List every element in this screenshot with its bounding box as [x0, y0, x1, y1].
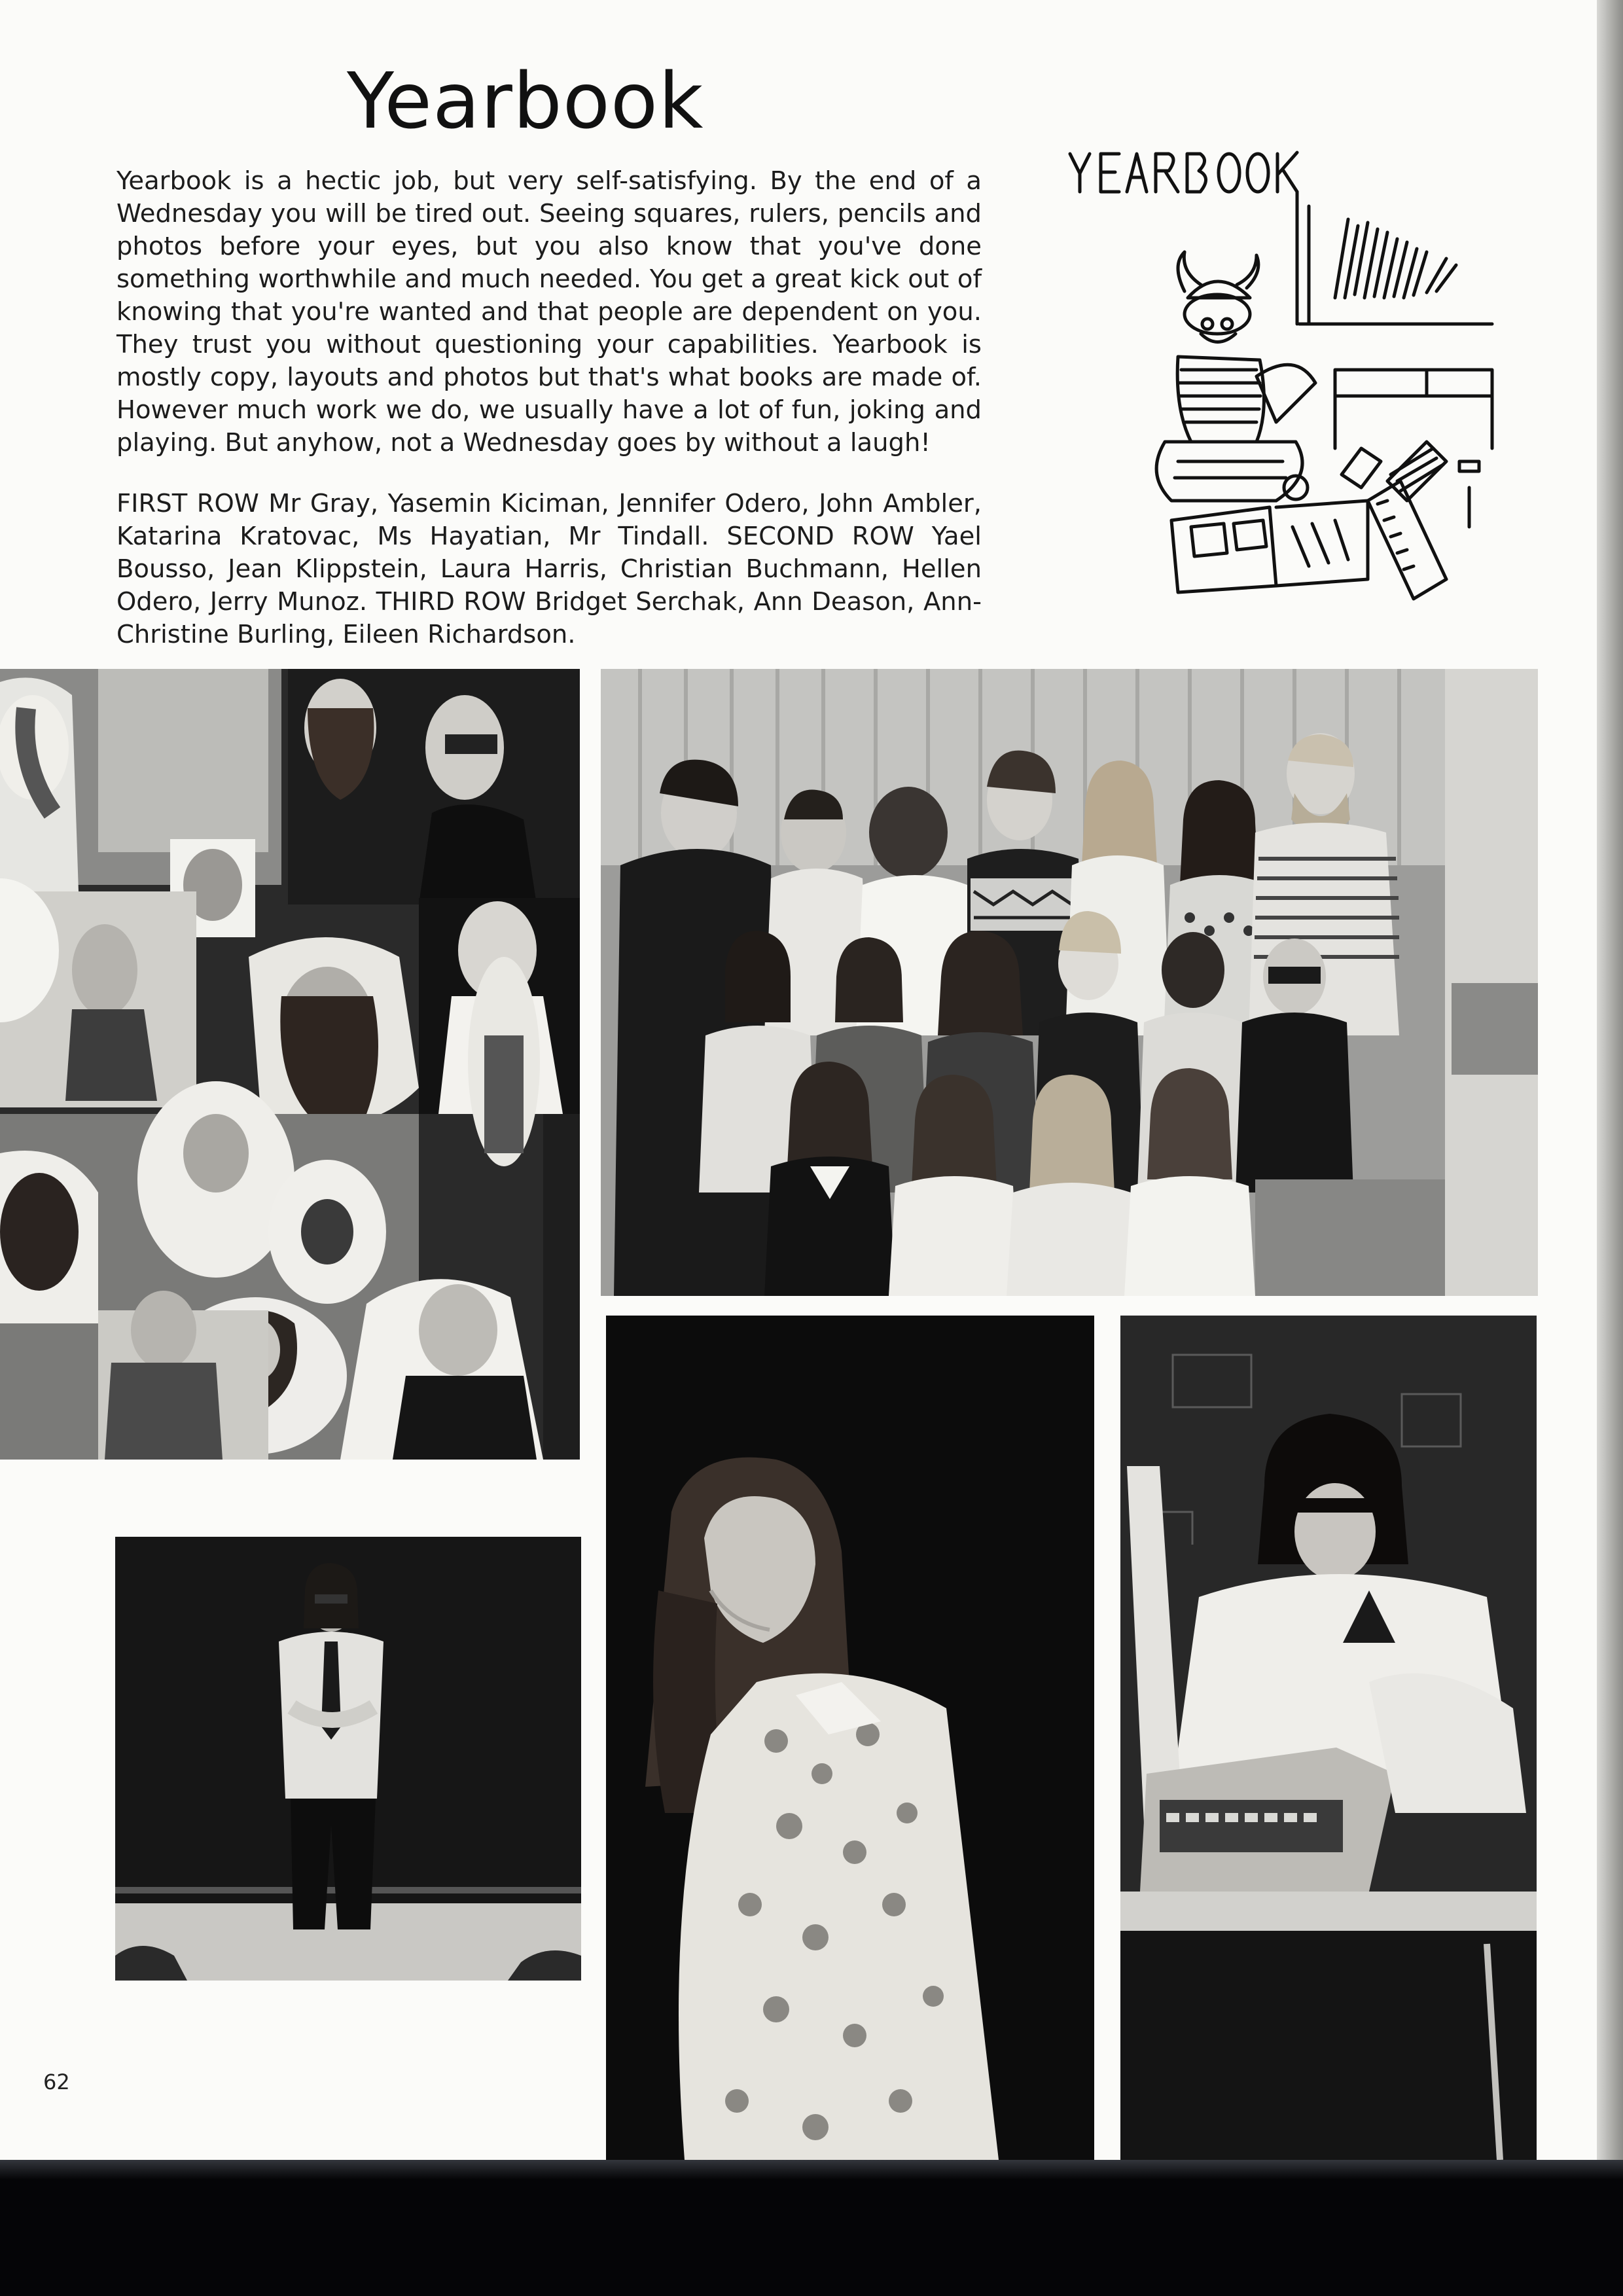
- page-number: 62: [43, 2070, 70, 2094]
- photo-teacher-blackboard: [115, 1537, 581, 1981]
- photo-girl-reading: [606, 1316, 1094, 2160]
- yearbook-cartoon-illustration: [1060, 134, 1518, 632]
- page-edge-shadow: [1597, 0, 1623, 2160]
- scan-bottom-band: [0, 2160, 1623, 2296]
- photo-student-typewriter: [1120, 1316, 1537, 2160]
- page-title: Yearbook: [347, 56, 704, 146]
- photo-group: [601, 669, 1538, 1296]
- article-body: Yearbook is a hectic job, but very self-satisfying. By the end of a Wednesday you will be tired out. Seeing squares, rulers, pencils and photos before your eyes, but you also know that you've done something worthwhile and much needed. You get a great kick out of knowing that you're wanted and that people are dependent on you. They trust you without questioning your capabilities. Yearbook is mostly copy, layouts and photos but that's what books are made of. However much work we do, we usually have a lot of fun, joking and playing. But anyhow, not a Wednesday goes by without a laugh!: [116, 166, 982, 457]
- group-photo-caption: FIRST ROW Mr Gray, Yasemin Kiciman, Jennifer Odero, John Ambler, Katarina Kratovac, Ms Hayatian, Mr Tindall. SECOND ROW Yael Bousso, Jean Klippstein, Laura Harris, Christian Buchmann, Hellen Odero, Jerry Munoz. THIRD ROW Bridget Serchak, Ann Deason, Ann-Christine Burling, Eileen Richardson.: [116, 489, 982, 649]
- photo-collage: [0, 669, 580, 1460]
